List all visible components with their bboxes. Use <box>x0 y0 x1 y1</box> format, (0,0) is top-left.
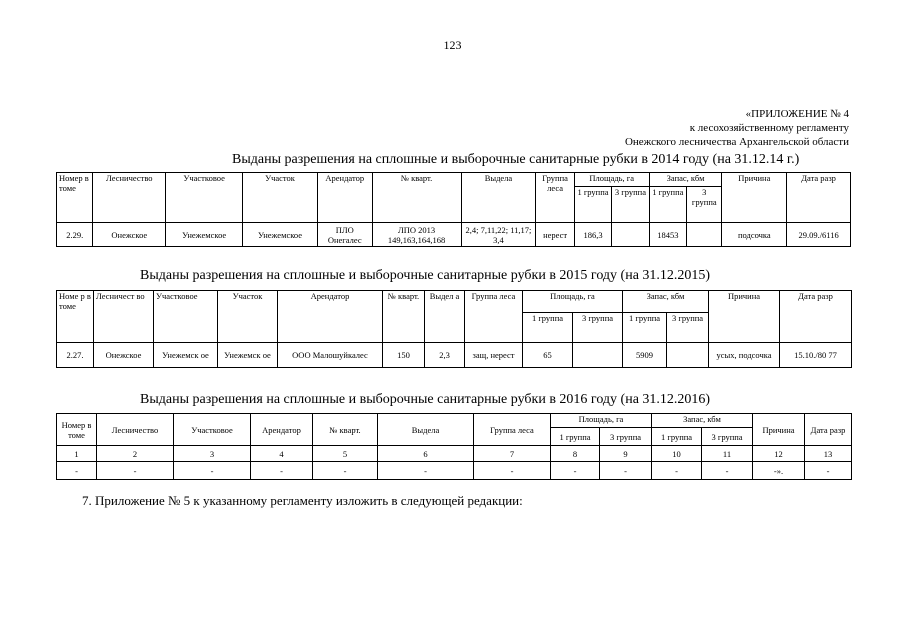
cell-uchastok: Унежемск ое <box>218 343 278 368</box>
colnum-cell: 5 <box>313 446 378 462</box>
header-les: Лесничество <box>93 173 166 223</box>
colnum-cell: 13 <box>805 446 852 462</box>
cell-gr: нерест <box>536 223 574 247</box>
header-arend: Арендатор <box>317 173 372 223</box>
cell-les: Онежское <box>93 223 166 247</box>
colnum-cell: 8 <box>551 446 600 462</box>
header-uchastok: Участок <box>218 291 278 343</box>
cell-kvart: ЛПО 2013 149,163,164,168 <box>372 223 461 247</box>
cell-kvart: 150 <box>383 343 425 368</box>
header-les: Лесничество <box>97 414 174 446</box>
header-vyd: Выдел а <box>425 291 465 343</box>
cell-date: 29.09./6116 <box>787 223 851 247</box>
item-7: 7. Приложение № 5 к указанному регламенту изложить в следующей редакции: <box>82 493 523 508</box>
cell: - <box>57 462 97 480</box>
colnum-cell: 4 <box>251 446 313 462</box>
cell: - <box>97 462 174 480</box>
header-vyd: Выдела <box>461 173 536 223</box>
colnum-cell: 11 <box>702 446 753 462</box>
header-kvart: № кварт. <box>313 414 378 446</box>
table-row <box>57 343 852 368</box>
cell: - <box>702 462 753 480</box>
header-uchastok: Участок <box>243 173 318 223</box>
header-area-g3: 3 группа <box>600 428 652 446</box>
header-area-g3: 3 группа <box>612 187 649 223</box>
cell: -». <box>753 462 805 480</box>
appendix-line-1: «ПРИЛОЖЕНИЕ № 4 <box>745 108 849 120</box>
cell-a3 <box>573 343 623 368</box>
header-area: Площадь, га <box>523 291 623 313</box>
header-date: Дата разр <box>787 173 851 223</box>
cell-uch: Унежемское <box>166 223 243 247</box>
cell-z1: 5909 <box>623 343 667 368</box>
cell-a3 <box>612 223 649 247</box>
table-row <box>57 223 851 247</box>
colnum-cell: 7 <box>474 446 551 462</box>
cell-z3 <box>687 223 722 247</box>
title-2015: Выданы разрешения на сплошные и выборочные санитарные рубки в 2015 году (на 31.12.2015) <box>140 268 711 283</box>
colnum-cell: 6 <box>378 446 474 462</box>
header-uch: Участковое <box>154 291 218 343</box>
header-zapas-g1: 1 группа <box>649 187 686 223</box>
cell-arend: ПЛО Онегалес <box>317 223 372 247</box>
cell-vyd: 2,4; 7,11,22; 11,17; 3,4 <box>461 223 536 247</box>
header-area-g1: 1 группа <box>551 428 600 446</box>
table-2016 <box>56 413 852 480</box>
cell-uchastok: Унежемское <box>243 223 318 247</box>
cell: - <box>652 462 702 480</box>
page-number: 123 <box>443 38 462 52</box>
header-zapas: Запас, кбм <box>652 414 753 428</box>
cell: - <box>551 462 600 480</box>
header-arend: Арендатор <box>278 291 383 343</box>
header-kvart: № кварт. <box>372 173 461 223</box>
table-2015 <box>56 290 852 368</box>
cell-a1: 186,3 <box>574 223 611 247</box>
cell-uch: Унежемск ое <box>154 343 218 368</box>
column-number-row <box>57 446 852 462</box>
cell-z3 <box>667 343 709 368</box>
header-num: Номе р в томе <box>57 291 94 343</box>
title-2014: Выданы разрешения на сплошные и выборочные санитарные рубки в 2014 году (на 31.12.14 г.) <box>232 152 800 167</box>
cell: - <box>251 462 313 480</box>
colnum-cell: 12 <box>753 446 805 462</box>
cell-a1: 65 <box>523 343 573 368</box>
header-date: Дата разр <box>805 414 852 446</box>
header-area: Площадь, га <box>574 173 649 187</box>
appendix-line-3: Онежского лесничества Архангельской области <box>624 136 849 148</box>
cell-gr: защ, нерест <box>465 343 523 368</box>
header-prich: Причина <box>753 414 805 446</box>
header-les: Лесничест во <box>94 291 154 343</box>
header-gr: Группа леса <box>536 173 574 223</box>
cell-z1: 18453 <box>649 223 686 247</box>
title-2016: Выданы разрешения на сплошные и выборочные санитарные рубки в 2016 году (на 31.12.2016) <box>140 392 711 407</box>
header-zapas-g3: 3 группа <box>687 187 722 223</box>
header-prich: Причина <box>722 173 787 223</box>
header-num: Номер в томе <box>57 173 93 223</box>
colnum-cell: 2 <box>97 446 174 462</box>
cell: - <box>378 462 474 480</box>
header-zapas-g3: 3 группа <box>702 428 753 446</box>
colnum-cell: 10 <box>652 446 702 462</box>
header-date: Дата разр <box>780 291 852 343</box>
header-zapas-g3: 3 группа <box>667 313 709 343</box>
cell: - <box>600 462 652 480</box>
header-zapas-g1: 1 группа <box>623 313 667 343</box>
cell-prich: подсочка <box>722 223 787 247</box>
header-area-g1: 1 группа <box>523 313 573 343</box>
table-row <box>57 462 852 480</box>
cell-les: Онежское <box>94 343 154 368</box>
cell-prich: усых, подсочка <box>709 343 780 368</box>
colnum-cell: 3 <box>174 446 251 462</box>
header-zapas: Запас, кбм <box>649 173 722 187</box>
header-gr: Группа леса <box>465 291 523 343</box>
header-zapas-g1: 1 группа <box>652 428 702 446</box>
cell-num: 2.29. <box>57 223 93 247</box>
cell: - <box>313 462 378 480</box>
cell: - <box>174 462 251 480</box>
cell-num: 2.27. <box>57 343 94 368</box>
header-arend: Арендатор <box>251 414 313 446</box>
appendix-line-2: к лесохозяйственному регламенту <box>689 122 849 134</box>
header-zapas: Запас, кбм <box>623 291 709 313</box>
colnum-cell: 1 <box>57 446 97 462</box>
table-2014 <box>56 172 851 247</box>
header-kvart: № кварт. <box>383 291 425 343</box>
header-area-g1: 1 группа <box>574 187 611 223</box>
cell: - <box>805 462 852 480</box>
cell-date: 15.10./80 77 <box>780 343 852 368</box>
header-gr: Группа леса <box>474 414 551 446</box>
cell: - <box>474 462 551 480</box>
colnum-cell: 9 <box>600 446 652 462</box>
header-area-g3: 3 группа <box>573 313 623 343</box>
header-uch: Участковое <box>174 414 251 446</box>
header-vyd: Выдела <box>378 414 474 446</box>
cell-arend: ООО Малошуйкалес <box>278 343 383 368</box>
header-prich: Причина <box>709 291 780 343</box>
header-area: Площадь, га <box>551 414 652 428</box>
cell-vyd: 2,3 <box>425 343 465 368</box>
header-num: Номер в томе <box>57 414 97 446</box>
header-uch: Участковое <box>166 173 243 223</box>
